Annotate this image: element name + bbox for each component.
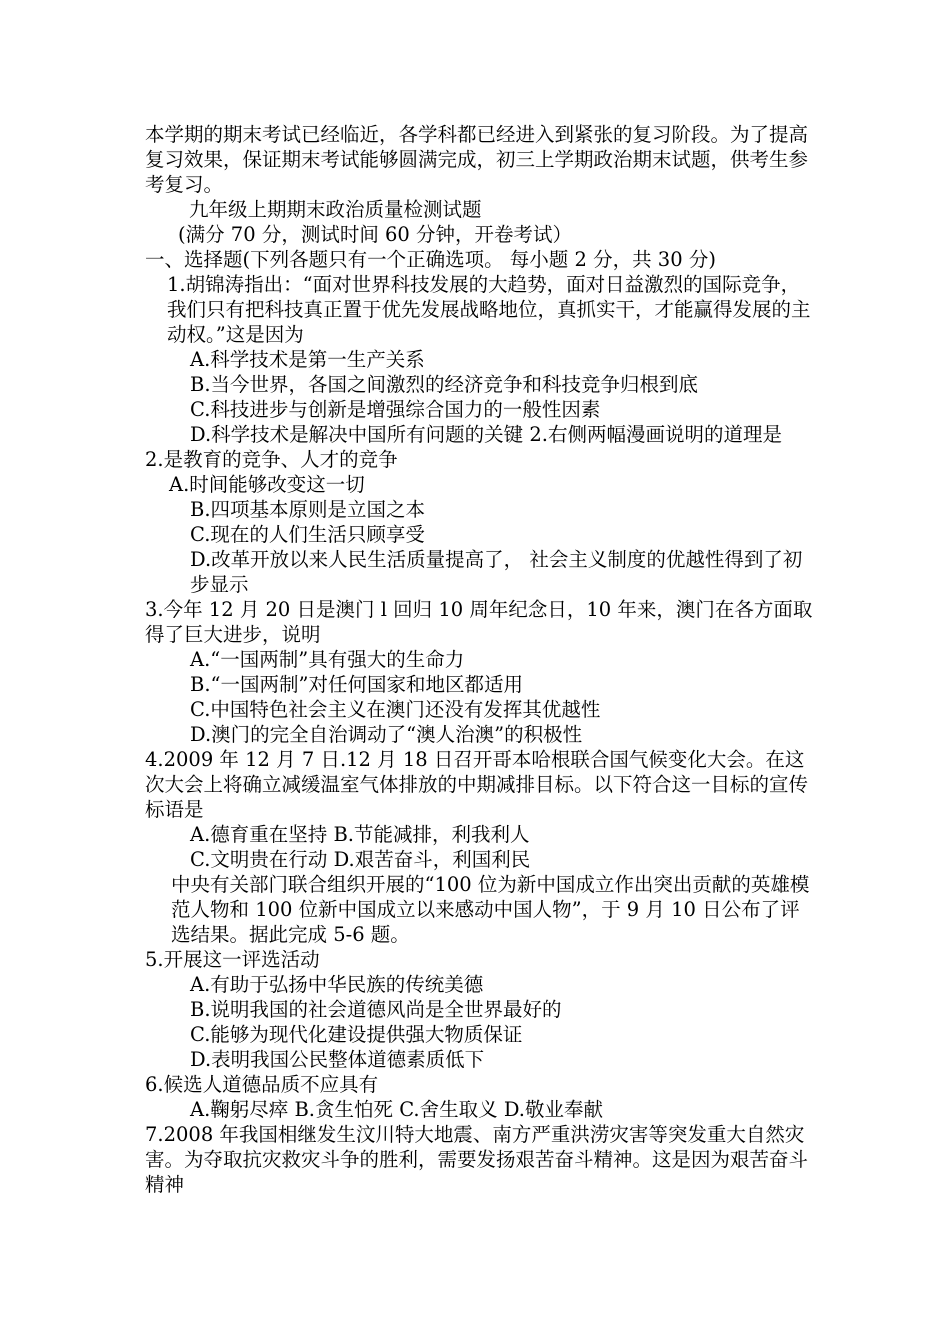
question-5-option-c: C.能够为现代化建设提供强大物质保证 (190, 1023, 523, 1046)
section-heading: 一、选择题(下列各题只有一个正确选项。 每小题 2 分，共 30 分) (145, 248, 716, 271)
question-5-option-a: A.有助于弘扬中华民族的传统美德 (190, 973, 484, 996)
question-6-options: A.鞠躬尽瘁 B.贪生怕死 C.舍生取义 D.敬业奉献 (190, 1098, 603, 1121)
question-3-option-a: A.“一国两制”具有强大的生命力 (190, 648, 465, 671)
question-2-option-b: B.四项基本原则是立国之本 (190, 498, 426, 521)
question-7-stem: 7.2008 年我国相继发生汶川特大地震、南方严重洪涝灾害等突发重大自然灾害。为夺取抗灾救灾斗争的胜利，需要发扬艰苦奋斗精神。这是因为艰苦奋斗精神 (145, 1123, 809, 1196)
question-2-stem: 2.是教育的竞争、人才的竞争 (145, 448, 398, 471)
question-3-option-b: B.“一国两制”对任何国家和地区都适用 (190, 673, 523, 696)
question-3-option-c: C.中国特色社会主义在澳门还没有发挥其优越性 (190, 698, 601, 721)
passage-5-6: 中央有关部门联合组织开展的“100 位为新中国成立作出突出贡献的英雄模范人物和 100 位新中国成立以来感动中国人物”，于 9 月 10 日公布了评选结果。据此完成 5-6 题。 (171, 873, 810, 946)
question-5-option-d: D.表明我国公民整体道德素质低下 (190, 1048, 485, 1071)
question-3-stem: 3.今年 12 月 20 日是澳门 l 回归 10 周年纪念日，10 年来，澳门在各方面取得了巨大进步，说明 (145, 598, 813, 646)
question-1-option-d: D.科学技术是解决中国所有问题的关键 2.右侧两幅漫画说明的道理是 (190, 423, 782, 446)
question-4-options-cd: C.文明贵在行动 D.艰苦奋斗，利国利民 (190, 848, 531, 871)
question-2-option-c: C.现在的人们生活只顾享受 (190, 523, 425, 546)
question-5-stem: 5.开展这一评选活动 (145, 948, 320, 971)
question-1-option-b: B.当今世界，各国之间激烈的经济竞争和科技竞争归根到底 (190, 373, 699, 396)
question-4-stem: 4.2009 年 12 月 7 日.12 月 18 日召开哥本哈根联合国气候变化大会。在这次大会上将确立减缓温室气体排放的中期减排目标。以下符合这一目标的宣传标语是 (145, 748, 809, 821)
question-5-option-b: B.说明我国的社会道德风尚是全世界最好的 (190, 998, 562, 1021)
question-1-option-a: A.科学技术是第一生产关系 (190, 348, 425, 371)
document-body (145, 122, 815, 1197)
exam-subtitle: (满分 70 分，测试时间 60 分钟，开卷考试） (178, 223, 573, 246)
question-1-stem: 1.胡锦涛指出：“面对世界科技发展的大趋势，面对日益激烈的国际竞争，我们只有把科技真正置于优先发展战略地位，真抓实干，才能赢得发展的主动权。”这是因为 (167, 273, 811, 346)
question-4-options-ab: A.德育重在坚持 B.节能减排，利我利人 (190, 823, 530, 846)
question-2-option-a: A.时间能够改变这一切 (169, 473, 365, 496)
intro-paragraph: 本学期的期末考试已经临近，各学科都已经进入到紧张的复习阶段。为了提高复习效果，保证期末考试能够圆满完成，初三上学期政治期末试题，供考生参考复习。 (145, 123, 809, 196)
question-2-option-d: D.改革开放以来人民生活质量提高了， 社会主义制度的优越性得到了初步显示 (190, 548, 803, 596)
exam-title: 九年级上期期末政治质量检测试题 (189, 198, 482, 221)
question-1-option-c: C.科技进步与创新是增强综合国力的一般性因素 (190, 398, 601, 421)
question-6-stem: 6.候选人道德品质不应具有 (145, 1073, 379, 1096)
question-3-option-d: D.澳门的完全自治调动了“澳人治澳”的积极性 (190, 723, 583, 746)
